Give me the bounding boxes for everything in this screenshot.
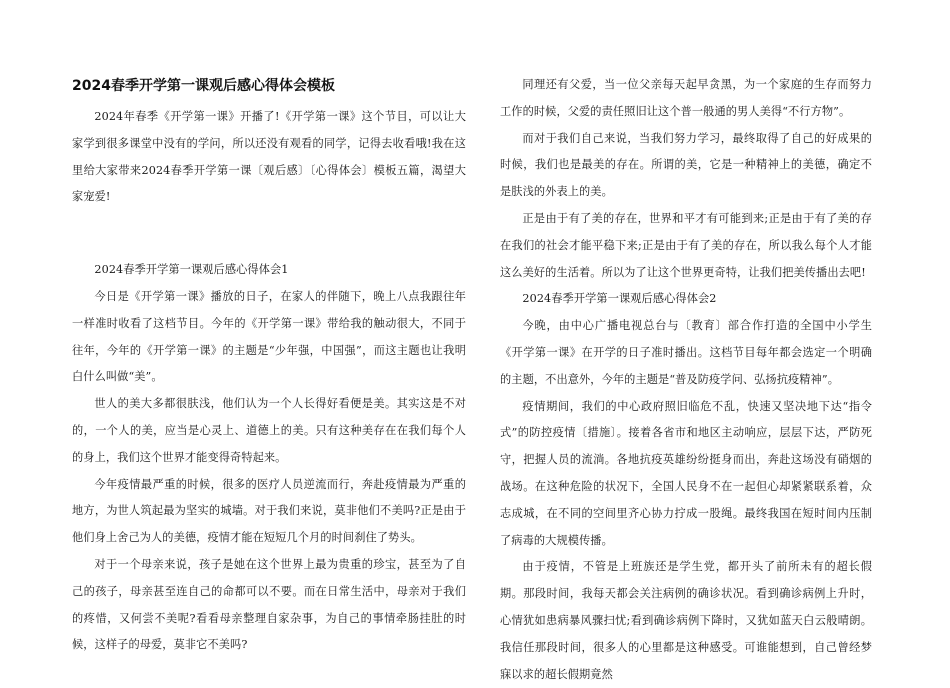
document-title: 2024春季开学第一课观后感心得体会模板 (72, 78, 335, 94)
spacer (72, 211, 466, 251)
left-column (72, 72, 466, 659)
paragraph: 今晚，由中心广播电视总台与〔教育〕部合作打造的全国中小学生《开学第一课》在开学的日子准时播出。这档节目每年都会选定一个明确的主题，不出意外，今年的主题是“普及防疫学问、弘扬抗疫精神”。 (500, 319, 872, 386)
paragraph: 世人的美大多都很肤浅，他们认为一个人长得好看便是美。其实这是不对的，一个人的美，应当是心灵上、道德上的美。只有这种美存在在我们每个人的身上，我们这个世界才能变得奇特起来。 (72, 397, 466, 464)
paragraph: 由于疫情，不管是上班族还是学生党，都开头了前所未有的超长假期。那段时间，我每天都会关注病例的确诊状况。看到确诊病例上升时，心情犹如患病暴风骤扫忧;看到确诊病例下降时，又犹如蓝天白云般晴朗。我信任那段时间，很多人的心里都是这种感受。可谁能想到，自己曾经梦寐以求的超长假期竟然 (500, 560, 872, 681)
section-1-heading: 2024春季开学第一课观后感心得体会1 (94, 263, 289, 277)
paragraph: 而对于我们自己来说，当我们努力学习，最终取得了自己的好成果的时候，我们也是最美的存在。所谓的美，它是一种精神上的美德，确定不是肤浅的外表上的美。 (500, 131, 872, 199)
paragraph: 同理还有父爱，当一位父亲每天起早贪黑，为一个家庭的生存而努力工作的时候，父爱的责任照旧让这个普一般通的男人美得“不行方物”。 (500, 78, 872, 118)
paragraph: 对于一个母亲来说，孩子是她在这个世界上最为贵重的珍宝，甚至为了自己的孩子，母亲甚至连自己的命都可以不要。而在日常生活中，母亲对于我们的疼惜，又何尝不美呢?看看母亲整理自家杂事，为自己的事情牵肠挂肚的时候，这样子的母爱，莫非它不美吗? (72, 557, 466, 652)
paragraph: 正是由于有了美的存在，世界和平才有可能到来;正是由于有了美的存在我们的社会才能平稳下来;正是由于有了美的存在，所以我么每个人才能这么美好的生活着。所以为了让这个世界更奇特，让我们把美传播出去吧! (500, 211, 872, 279)
paragraph: 疫情期间，我们的中心政府照旧临危不乱，快速又坚决地下达“指令式”的防控疫情〔措施〕。接着各省市和地区主动响应，层层下达，严防死守，把握人员的流淌。各地抗疫英雄纷纷挺身而出，奔赴这场没有硝烟的战场。在这种危险的状况下，全国人民身不在一起但心却紧紧联系着，众志成城，在不同的空间里齐心协力拧成一股绳。最终我国在短时间内压制了病毒的大规模传播。 (500, 399, 872, 547)
paragraph: 今日是《开学第一课》播放的日子，在家人的伴随下，晚上八点我跟往年一样准时收看了这档节目。今年的《开学第一课》带给我的触动很大，不同于往年，今年的《开学第一课》的主题是“少年强，中国强”，而这主题也让我明白什么叫做“美”。 (72, 289, 466, 384)
intro-paragraph: 2024年春季《开学第一课》开播了!《开学第一课》这个节目，可以让大家学到很多课堂中没有的学问，所以还没有观看的同学，记得去收看哦!我在这里给大家带来2024春季开学第一课〔观后感〕〔心得体会〕模板五篇，渴望大家宠爱! (72, 110, 466, 204)
paragraph: 今年疫情最严重的时候，很多的医疗人员逆流而行，奔赴疫情最为严重的地方，为世人筑起最为坚实的城墙。对于我们来说，莫非他们不美吗?正是由于他们身上舍己为人的美德，疫情才能在短短几个月的时间刹住了势头。 (72, 477, 466, 545)
section-2-heading: 2024春季开学第一课观后感心得体会2 (522, 292, 717, 306)
right-column (500, 72, 872, 688)
